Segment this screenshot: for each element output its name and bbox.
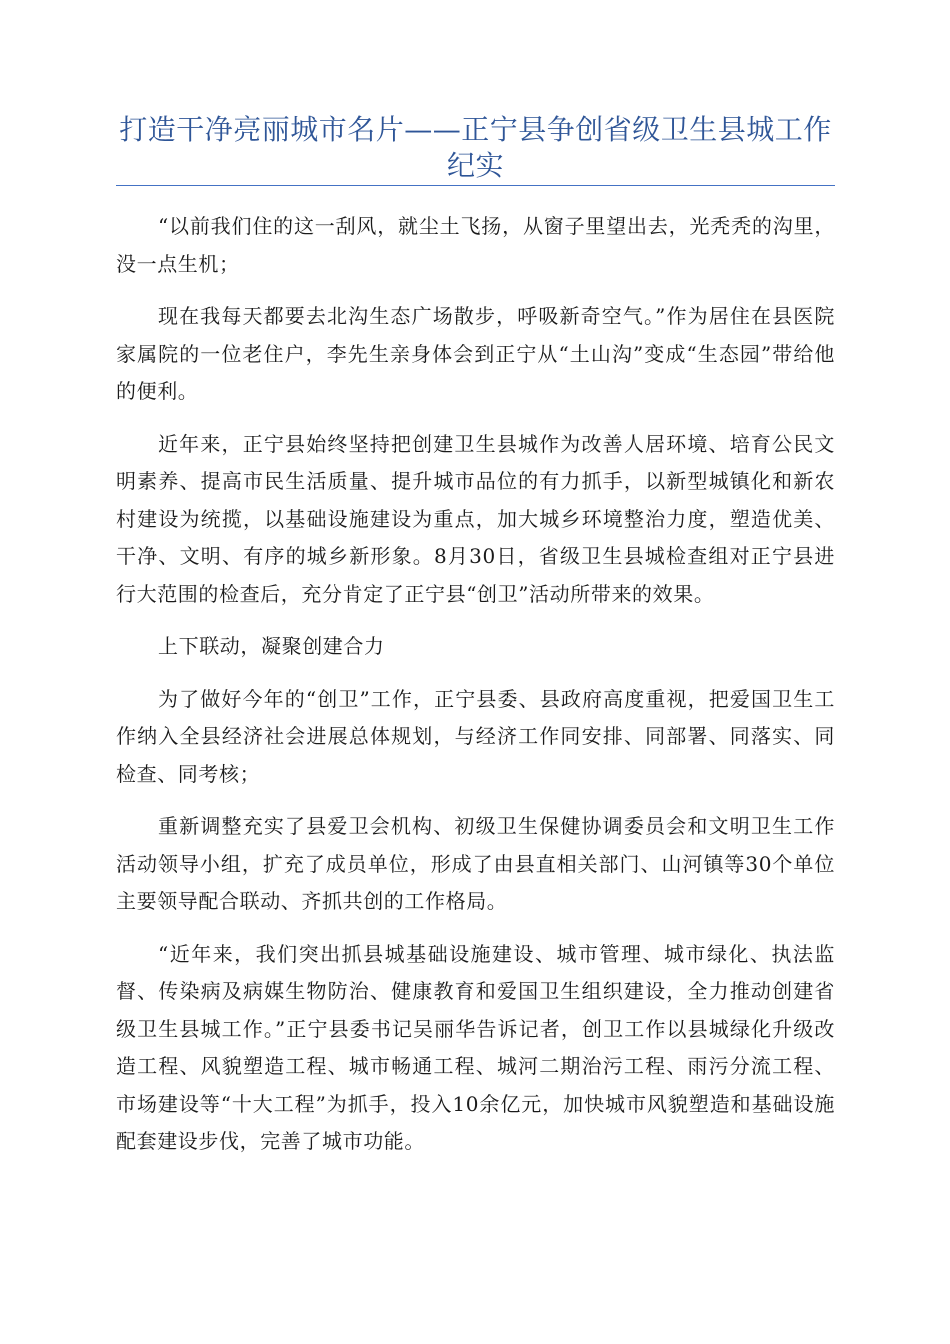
title-block bbox=[116, 112, 835, 184]
paragraph-quote-opening: “以前我们住的这一刮风，就尘土飞扬，从窗子里望出去，光秃秃的沟里，没一点生机； bbox=[116, 214, 835, 276]
paragraph-resident-account: 现在我每天都要去北沟生态广场散步，呼吸新奇空气。”作为居住在县医院家属院的一位老住户，李先生亲身体会到正宁从“土山沟”变成“生态园”带给他的便利。 bbox=[116, 304, 835, 403]
title-divider bbox=[116, 185, 835, 186]
document-title: 打造干净亮丽城市名片——正宁县争创省级卫生县城工作纪实 bbox=[119, 113, 832, 182]
paragraph-ten-projects: “近年来，我们突出抓县城基础设施建设、城市管理、城市绿化、执法监督、传染病及病媒生物防治、健康教育和爱国卫生组织建设，全力推动创建省级卫生县城工作。”正宁县委书记吴丽华告诉记者，创卫工作以县城绿化升级改造工程、风貌塑造工程、城市畅通工程、城河二期治污工程、雨污分流工程、市场建设等“十大工程”为抓手，投入10余亿元，加快城市风貌塑造和基础设施配套建设步伐，完善了城市功能。 bbox=[116, 941, 835, 1153]
paragraph-leadership: 为了做好今年的“创卫”工作，正宁县委、县政府高度重视，把爱国卫生工作纳入全县经济社会进展总体规划，与经济工作同安排、同部署、同落实、同检查、同考核； bbox=[116, 686, 835, 786]
document-body bbox=[116, 208, 835, 1176]
paragraph-organization: 重新调整充实了县爱卫会机构、初级卫生保健协调委员会和文明卫生工作活动领导小组，扩充了成员单位，形成了由县直相关部门、山河镇等30个单位主要领导配合联动、齐抓共创的工作格局。 bbox=[116, 814, 835, 913]
section-subheading: 上下联动，凝聚创建合力 bbox=[158, 634, 385, 658]
paragraph-overview: 近年来，正宁县始终坚持把创建卫生县城作为改善人居环境、培育公民文明素养、提高市民生活质量、提升城市品位的有力抓手，以新型城镇化和新农村建设为统揽，以基础设施建设为重点，加大城乡环境整治力度，塑造优美、干净、文明、有序的城乡新形象。8月30日，省级卫生县城检查组对正宁县进行大范围的检查后，充分肯定了正宁县“创卫”活动所带来的效果。 bbox=[116, 431, 835, 606]
